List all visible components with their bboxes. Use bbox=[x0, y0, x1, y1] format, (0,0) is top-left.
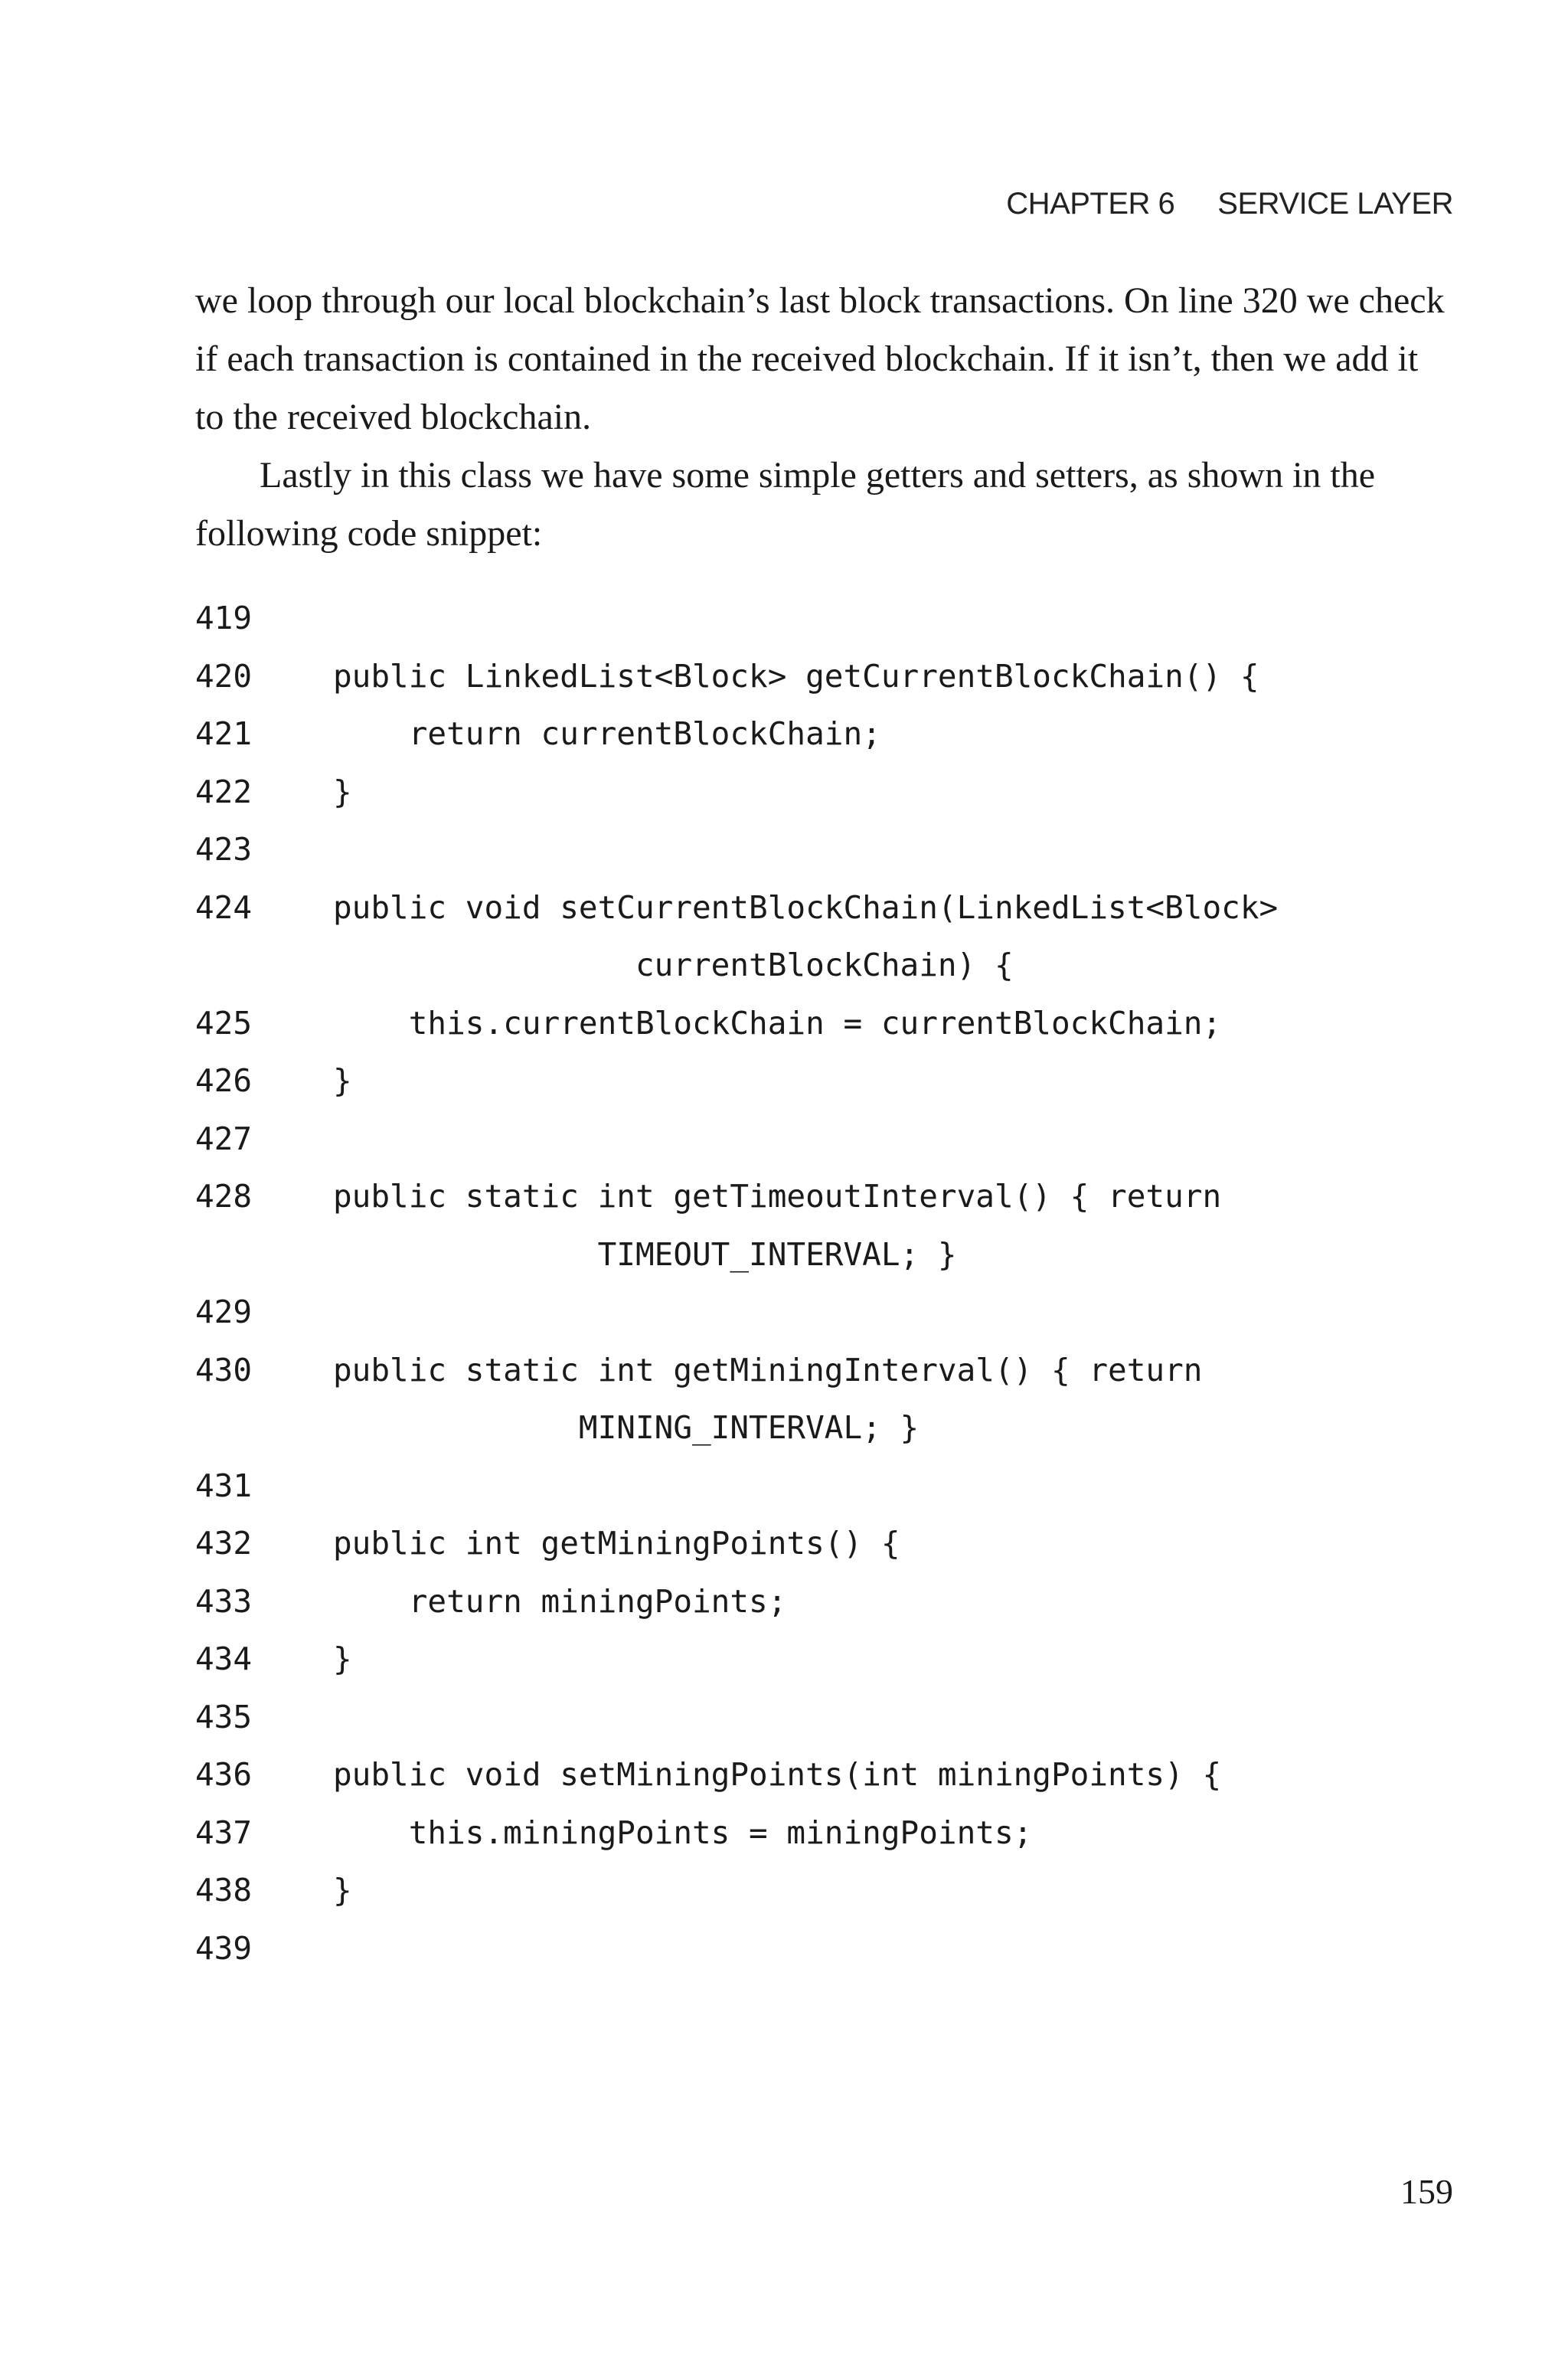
code-line bbox=[195, 1342, 1497, 1400]
code-text: } bbox=[333, 1640, 352, 1677]
line-number: 422 bbox=[195, 773, 253, 810]
line-number: 421 bbox=[195, 715, 253, 752]
line-number: 420 bbox=[195, 657, 253, 695]
code-line bbox=[195, 648, 1497, 706]
code-line bbox=[195, 1226, 1497, 1284]
line-number: 425 bbox=[195, 1004, 253, 1042]
line-number: 438 bbox=[195, 1872, 253, 1909]
code-text: this.miningPoints = miningPoints; bbox=[333, 1814, 1033, 1851]
code-text: } bbox=[333, 773, 352, 810]
line-number: 429 bbox=[195, 1294, 253, 1330]
code-listing bbox=[195, 590, 1497, 1977]
code-text: MINING_INTERVAL; } bbox=[333, 1409, 920, 1446]
chapter-label: CHAPTER 6 bbox=[1006, 187, 1175, 221]
code-text: public LinkedList<Block> getCurrentBlockChain() { bbox=[333, 657, 1259, 695]
code-line bbox=[195, 1631, 1497, 1689]
line-number: 431 bbox=[195, 1467, 253, 1504]
line-number: 428 bbox=[195, 1178, 253, 1215]
line-number: 433 bbox=[195, 1582, 253, 1620]
code-line bbox=[195, 1746, 1497, 1804]
code-line bbox=[195, 1862, 1497, 1920]
line-number: 426 bbox=[195, 1062, 253, 1099]
section-title: SERVICE LAYER bbox=[1217, 187, 1453, 221]
line-number: 424 bbox=[195, 888, 253, 926]
code-text: } bbox=[333, 1872, 352, 1909]
paragraph: we loop through our local blockchain’s last block transactions. On line 320 we check if each transaction is contained in the received blockchain. If it isn’t, then we add it to the received blockchain. bbox=[195, 280, 1445, 437]
line-number: 435 bbox=[195, 1698, 253, 1735]
body-text bbox=[195, 272, 1451, 563]
code-line bbox=[195, 995, 1497, 1053]
code-line bbox=[195, 937, 1497, 995]
code-line bbox=[195, 1168, 1497, 1226]
code-text: currentBlockChain) { bbox=[333, 947, 1014, 983]
code-line bbox=[195, 1457, 1497, 1516]
page-number: 159 bbox=[1400, 2172, 1453, 2211]
code-text: return currentBlockChain; bbox=[333, 715, 881, 752]
code-line bbox=[195, 1052, 1497, 1110]
line-number: 439 bbox=[195, 1929, 253, 1967]
running-head bbox=[1006, 187, 1453, 221]
code-line bbox=[195, 1399, 1497, 1457]
line-number: 427 bbox=[195, 1120, 253, 1157]
line-number: 432 bbox=[195, 1525, 253, 1562]
line-number: 419 bbox=[195, 600, 253, 636]
code-line bbox=[195, 1284, 1497, 1342]
code-line bbox=[195, 764, 1497, 822]
code-line bbox=[195, 879, 1497, 937]
code-line bbox=[195, 1515, 1497, 1573]
line-number: 436 bbox=[195, 1756, 253, 1793]
code-text: public int getMiningPoints() { bbox=[333, 1525, 900, 1562]
code-text: } bbox=[333, 1062, 352, 1099]
code-text: TIMEOUT_INTERVAL; } bbox=[333, 1235, 957, 1273]
code-line bbox=[195, 590, 1497, 648]
line-number: 434 bbox=[195, 1640, 253, 1677]
code-line bbox=[195, 1920, 1497, 1978]
code-line bbox=[195, 821, 1497, 879]
line-number: 430 bbox=[195, 1351, 253, 1389]
line-number: 423 bbox=[195, 831, 253, 868]
code-line bbox=[195, 1689, 1497, 1747]
code-text: public static int getMiningInterval() { return bbox=[333, 1351, 1203, 1389]
code-text: this.currentBlockChain = currentBlockChain; bbox=[333, 1004, 1222, 1042]
line-number: 437 bbox=[195, 1814, 253, 1851]
code-text: public void setMiningPoints(int miningPoints) { bbox=[333, 1756, 1222, 1793]
code-text: public static int getTimeoutInterval() { return bbox=[333, 1178, 1222, 1215]
paragraph: Lastly in this class we have some simple getters and setters, as shown in the following code snippet: bbox=[195, 455, 1376, 554]
code-line bbox=[195, 1573, 1497, 1631]
code-line bbox=[195, 705, 1497, 764]
code-line bbox=[195, 1110, 1497, 1169]
code-text: return miningPoints; bbox=[333, 1582, 787, 1620]
code-line bbox=[195, 1804, 1497, 1863]
code-text: public void setCurrentBlockChain(LinkedList<Block> bbox=[333, 888, 1279, 926]
